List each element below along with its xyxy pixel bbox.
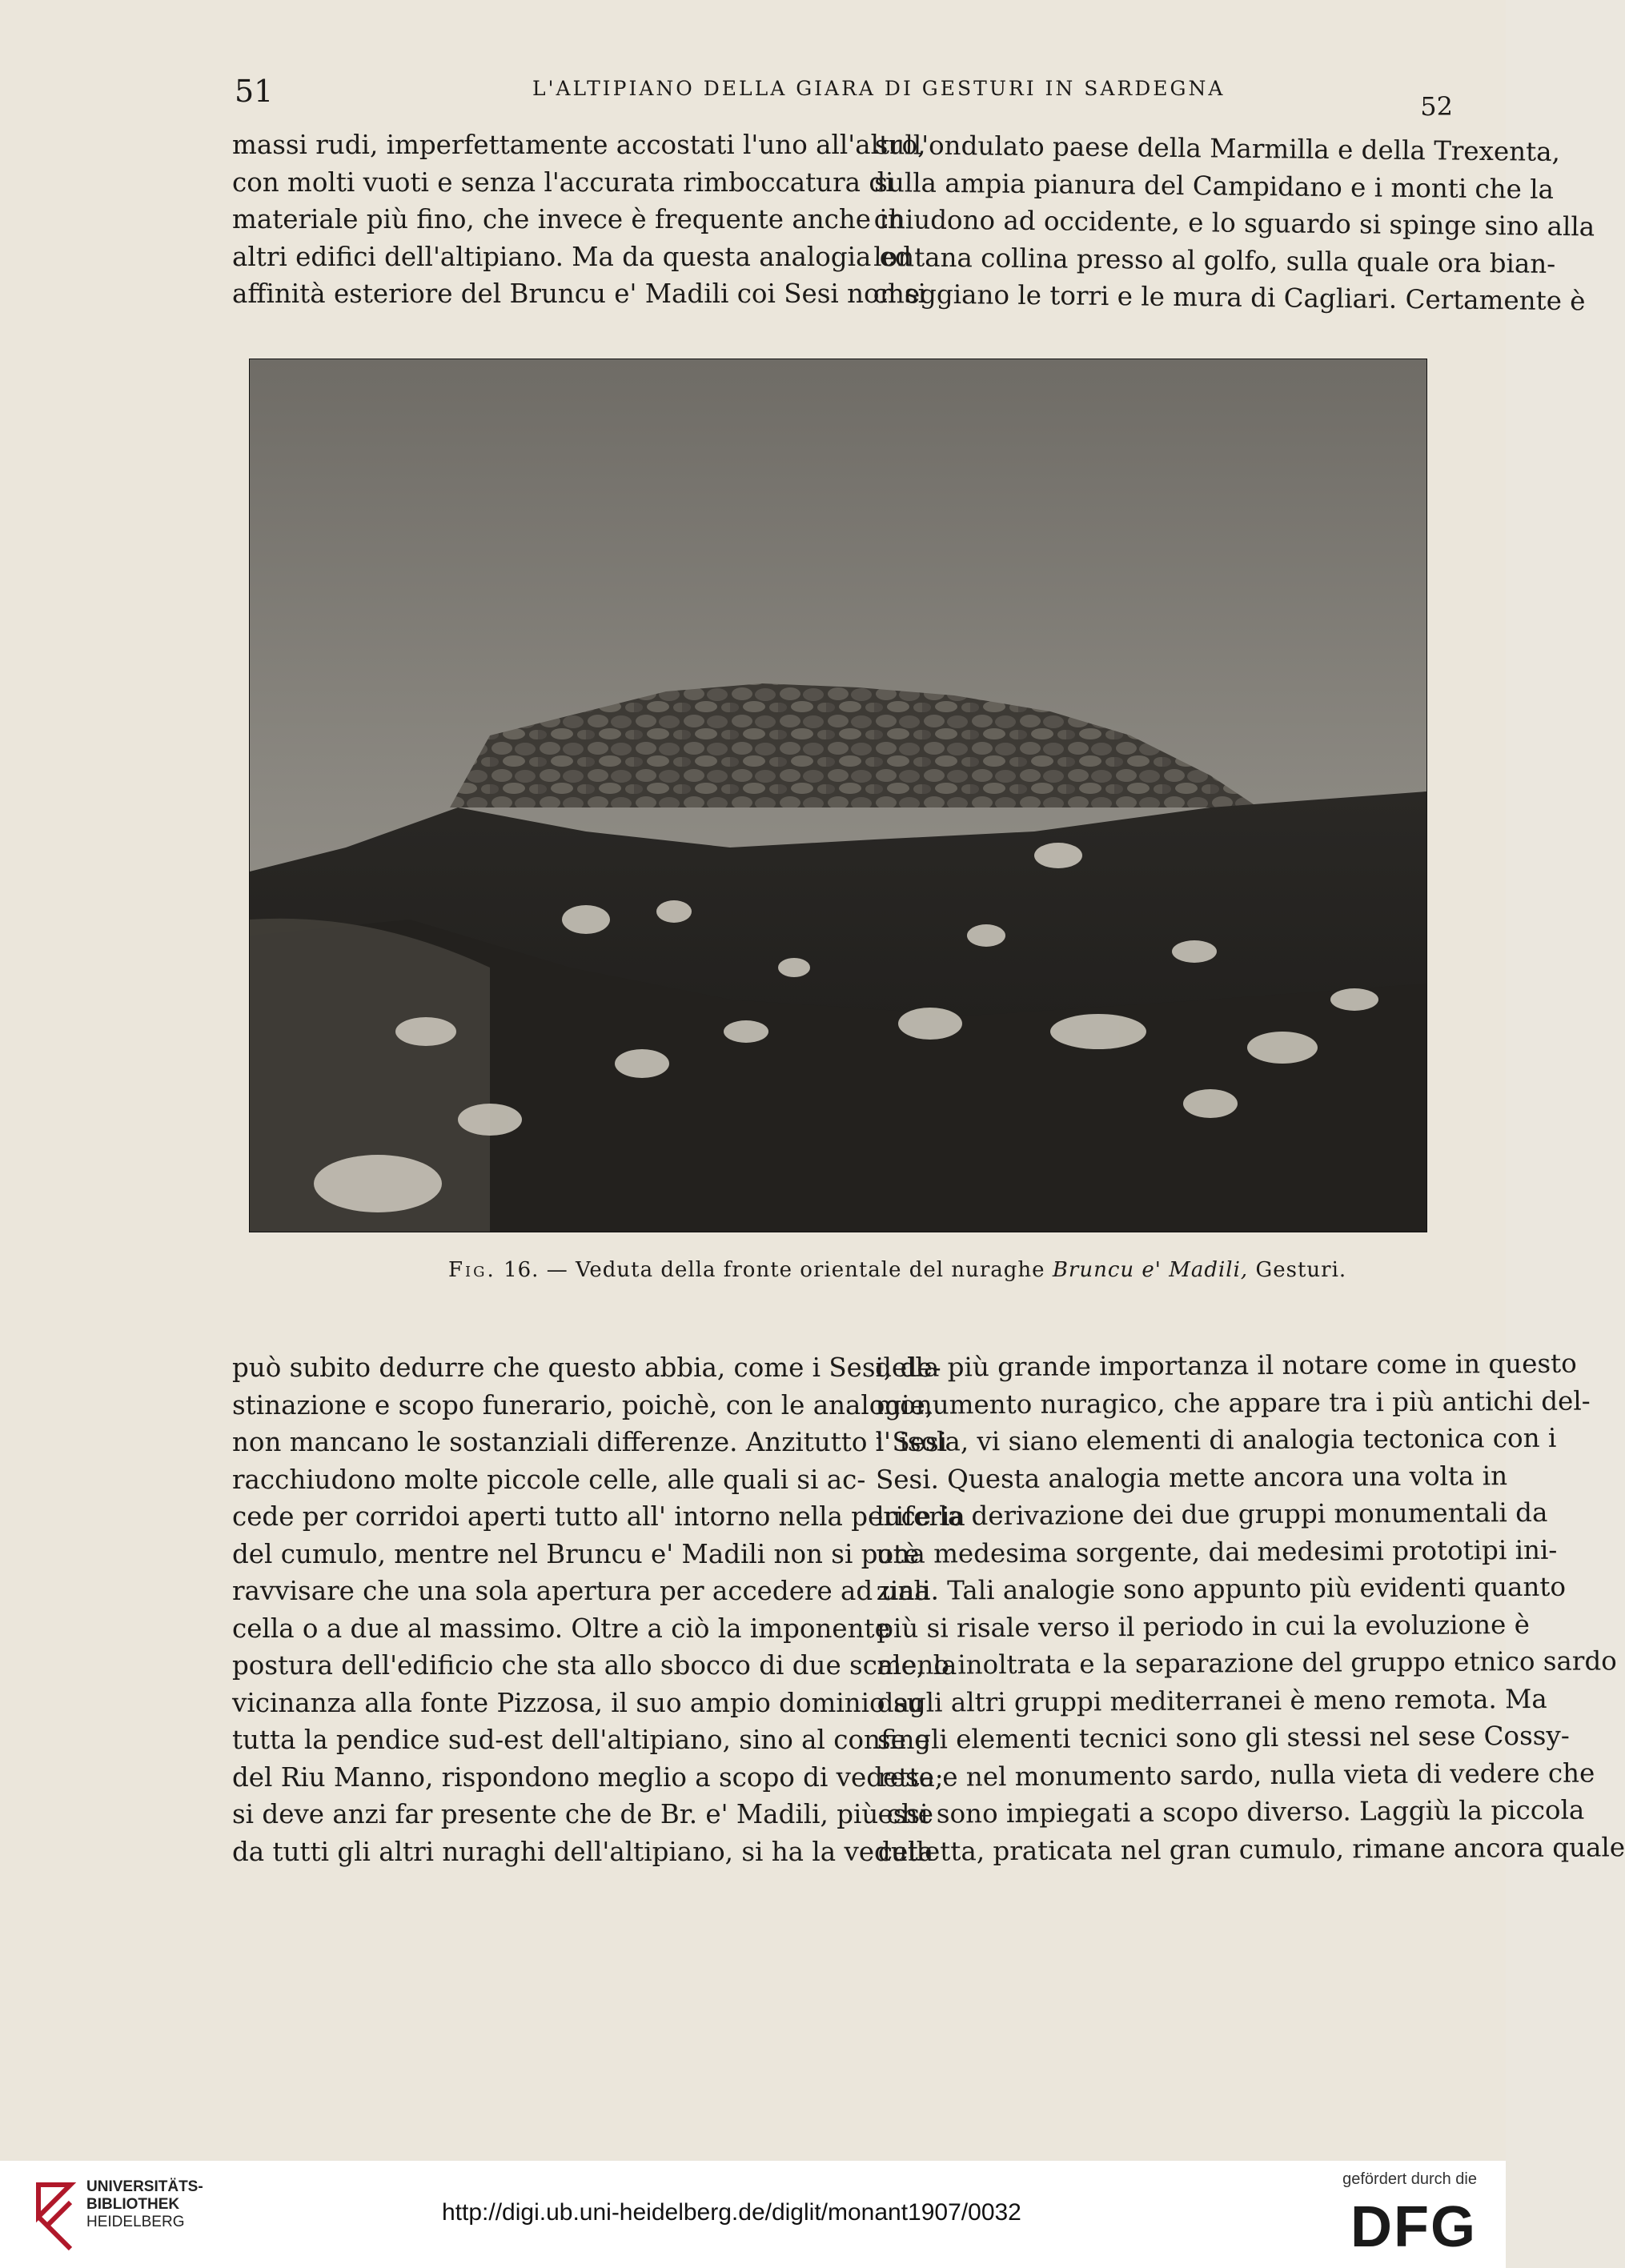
text-line: cheggiano le torri e le mura di Cagliari. Certamente è <box>873 278 1586 317</box>
text-line: altri edifici dell'altipiano. Ma da questa analogia ed <box>232 241 912 272</box>
text-line: stinazione e scopo funerario, poichè, con le analogie, <box>232 1389 934 1421</box>
text-line: racchiudono molte piccole celle, alle quali si ac- <box>232 1464 866 1495</box>
page-header <box>228 69 1453 122</box>
text-line: postura dell'edificio che sta allo sbocco di due scale, la <box>232 1650 957 1681</box>
running-head: L'ALTIPIANO DELLA GIARA DI GESTURI IN SARDEGNA <box>532 77 1226 100</box>
text-line: vicinanza alla fonte Pizzosa, il suo ampio dominio su <box>232 1687 924 1718</box>
text-line: se gli elementi tecnici sono gli stessi nel sese Cossy- <box>877 1720 1570 1755</box>
figure-number: 16. <box>504 1258 540 1282</box>
source-url[interactable] <box>442 2199 1021 2226</box>
text-line: cella o a due al massimo. Oltre a ciò la imponente <box>232 1613 890 1644</box>
funding-note: gefördert durch die <box>1342 2170 1477 2188</box>
text-line: si deve anzi far presente che de Br. e' Madili, più che <box>232 1799 934 1829</box>
text-line: lontana collina presso al golfo, sulla quale ora bian- <box>873 241 1556 279</box>
text-line: monumento nuragico, che appare tra i più antichi del- <box>875 1385 1591 1421</box>
text-line: massi rudi, imperfettamente accostati l'uno all'altro, <box>232 130 926 160</box>
text-line: da tutti gli altri nuraghi dell'altipiano, si ha la veduta <box>232 1836 934 1867</box>
text-line: meno inoltrata e la separazione del gruppo etnico sardo <box>877 1645 1617 1681</box>
text-line: tutta la pendice sud-est dell'altipiano, sino al confine <box>232 1725 930 1755</box>
library-name-line: HEIDELBERG <box>86 2214 185 2230</box>
figure-photograph <box>249 359 1427 1232</box>
library-name-line: UNIVERSITÄTS- <box>86 2178 203 2195</box>
text-line: materiale più fino, che invece è frequente anche in <box>232 204 905 234</box>
figure-label: Fig. <box>448 1258 496 1282</box>
text-column-top-right <box>873 126 1595 319</box>
text-line: più si risale verso il periodo in cui la evoluzione è <box>877 1609 1531 1644</box>
text-line: l' isola, vi siano elementi di analogia tectonica con i <box>875 1422 1557 1457</box>
text-line: Sesi. Questa analogia mette ancora una volta in <box>875 1460 1508 1495</box>
text-line: essi sono impiegati a scopo diverso. Laggiù la piccola <box>877 1794 1585 1829</box>
text-column-bottom-left <box>232 1349 965 1870</box>
text-line: chiudono ad occidente, e lo sguardo si spinge sino alla <box>873 203 1595 242</box>
text-line: ravvisare che una sola apertura per accedere ad una <box>232 1576 930 1606</box>
text-line: può subito dedurre che questo abbia, come i Sesi, de- <box>232 1352 941 1383</box>
text-line: del Riu Manno, rispondono meglio a scopo di vedetta; <box>232 1761 944 1793</box>
library-name-line: BIBLIOTHEK <box>86 2196 180 2213</box>
text-line: dagli altri gruppi mediterranei è meno remota. Ma <box>877 1683 1547 1718</box>
text-line: della più grande importanza il notare come in questo <box>875 1348 1577 1383</box>
text-line: affinità esteriore del Bruncu e' Madili coi Sesi non si <box>232 278 926 309</box>
dfg-logo: DFG <box>1350 2195 1477 2259</box>
text-line: cede per corridoi aperti tutto all' intorno nella periferia <box>232 1501 965 1532</box>
text-line: non mancano le sostanziali differenze. Anzitutto i Sesi <box>232 1427 948 1457</box>
text-line: ziali. Tali analogie sono appunto più evidenti quanto <box>876 1571 1567 1606</box>
source-url-link[interactable]: http://digi.ub.uni-heidelberg.de/diglit/monant1907/0032 <box>442 2199 1021 2226</box>
text-column-bottom-right <box>875 1346 1625 1870</box>
text-line: sull'ondulato paese della Marmilla e della Trexenta, <box>874 129 1561 167</box>
figure-caption <box>448 1258 1346 1282</box>
library-name <box>86 2178 203 2231</box>
caption-place: Gesturi. <box>1255 1258 1347 1282</box>
text-column-top-left <box>232 126 926 313</box>
text-line: sulla ampia pianura del Campidano e i monti che la <box>874 166 1555 205</box>
text-line: luce la derivazione dei due gruppi monumentali da <box>876 1497 1548 1532</box>
caption-text: — Veduta della fronte orientale del nuraghe <box>546 1258 1045 1282</box>
text-line: del cumulo, mentre nel Bruncu e' Madili non si potè <box>232 1538 920 1569</box>
text-line: celletta, praticata nel gran cumulo, rimane ancora quale <box>877 1831 1625 1867</box>
nuraghe-photo <box>250 359 1426 1232</box>
text-line: una medesima sorgente, dai medesimi prototipi ini- <box>876 1534 1558 1569</box>
caption-italic-name: Bruncu e' Madili, <box>1052 1258 1249 1282</box>
page-number-right: 52 <box>1420 91 1453 122</box>
page-number-left: 51 <box>235 74 274 109</box>
text-line: con molti vuoti e senza l'accurata rimboccatura di <box>232 166 894 198</box>
text-line: rese e nel monumento sardo, nulla vieta di vedere che <box>877 1757 1595 1793</box>
